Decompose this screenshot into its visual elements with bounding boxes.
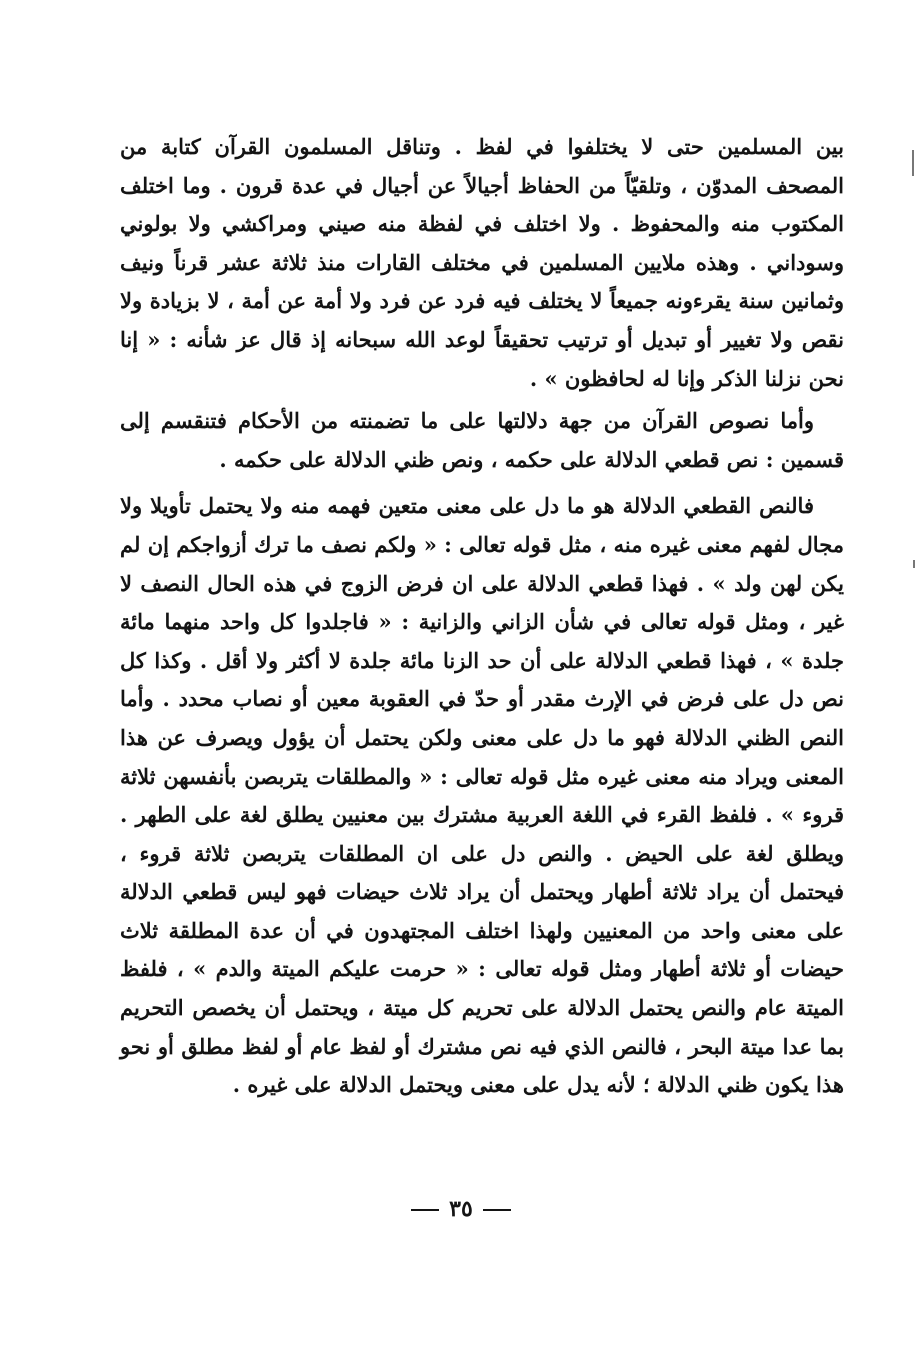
- paragraph-1: بين المسلمين حتى لا يختلفوا في لفظ . وتناقل المسلمون القرآن كتابة من المصحف المدوّن ، وتلقيّاً من الحفاظ أجيالاً عن أجيال في عدة قرون . وما اختلف المكتوب منه والمحفوظ . ولا اختلف في لفظة منه صيني ومراكشي ولا بولوني وسوداني . وهذه ملايين المسلمين في مختلف القارات منذ ثلاثة عشر قرناً ونيف وثمانين سنة يقرءونه جميعاً لا يختلف فيه فرد عن فرد ولا أمة عن أمة ، لا بزيادة ولا نقص ولا تغيير أو تبديل أو ترتيب تحقيقاً لوعد الله سبحانه إذ قال عز شأنه : « إنا نحن نزلنا الذكر وإنا له لحافظون » .: [120, 134, 844, 391]
- page-number: [0, 1196, 922, 1222]
- paragraph-2: وأما نصوص القرآن من جهة دلالتها على ما تضمنته من الأحكام فتنقسم إلى قسمين : نص قطعي الدلالة على حكمه ، ونص ظني الدلالة على حكمه .: [120, 408, 844, 472]
- margin-mark-middle: [913, 560, 915, 568]
- paragraph-3: فالنص القطعي الدلالة هو ما دل على معنى متعين فهمه منه ولا يحتمل تأويلا ولا مجال لفهم معنى غيره منه ، مثل قوله تعالى : « ولكم نصف ما ترك أزواجكم إن لم يكن لهن ولد » . فهذا قطعي الدلالة على ان فرض الزوج في هذه الحال النصف لا غير ، ومثل قوله تعالى في شأن الزاني والزانية : « فاجلدوا كل واحد منهما مائة جلدة » ، فهذا قطعي الدلالة على أن حد الزنا مائة جلدة لا أكثر ولا أقل . وكذا كل نص دل على فرض في الإرث مقدر أو حدّ في العقوبة معين أو نصاب محدد . وأما النص الظني الدلالة فهو ما دل على معنى ولكن يحتمل أن يؤول ويصرف عن هذا المعنى ويراد منه معنى غيره مثل قوله تعالى : « والمطلقات يتربصن بأنفسهن ثلاثة قروء » . فلفظ القرء في اللغة العربية مشترك بين معنيين يطلق لغة على الطهر . ويطلق لغة على الحيض . والنص دل على ان المطلقات يتربصن ثلاثة قروء ، فيحتمل أن يراد ثلاثة أطهار ويحتمل أن يراد ثلاث حيضات فهو ليس قطعي الدلالة على معنى واحد من المعنيين ولهذا اختلف المجتهدون في أن عدة المطلقة ثلاث حيضات أو ثلاثة أطهار ومثل قوله تعالى : « حرمت عليكم الميتة والدم » ، فلفظ الميتة عام والنص يحتمل الدلالة على تحريم كل ميتة ، ويحتمل أن يخصص التحريم بما عدا ميتة البحر ، فالنص الذي فيه نص مشترك أو لفظ عام أو لفظ مطلق أو نحو هذا يكون ظني الدلالة ؛ لأنه يدل على معنى ويحتمل الدلالة على غيره .: [120, 493, 844, 1098]
- page-number-dash-left: [483, 1209, 511, 1211]
- margin-mark-top: [912, 150, 914, 176]
- page-number-dash-right: [411, 1209, 439, 1211]
- document-body: [120, 128, 844, 1105]
- page-number-value: ٣٥: [449, 1196, 473, 1222]
